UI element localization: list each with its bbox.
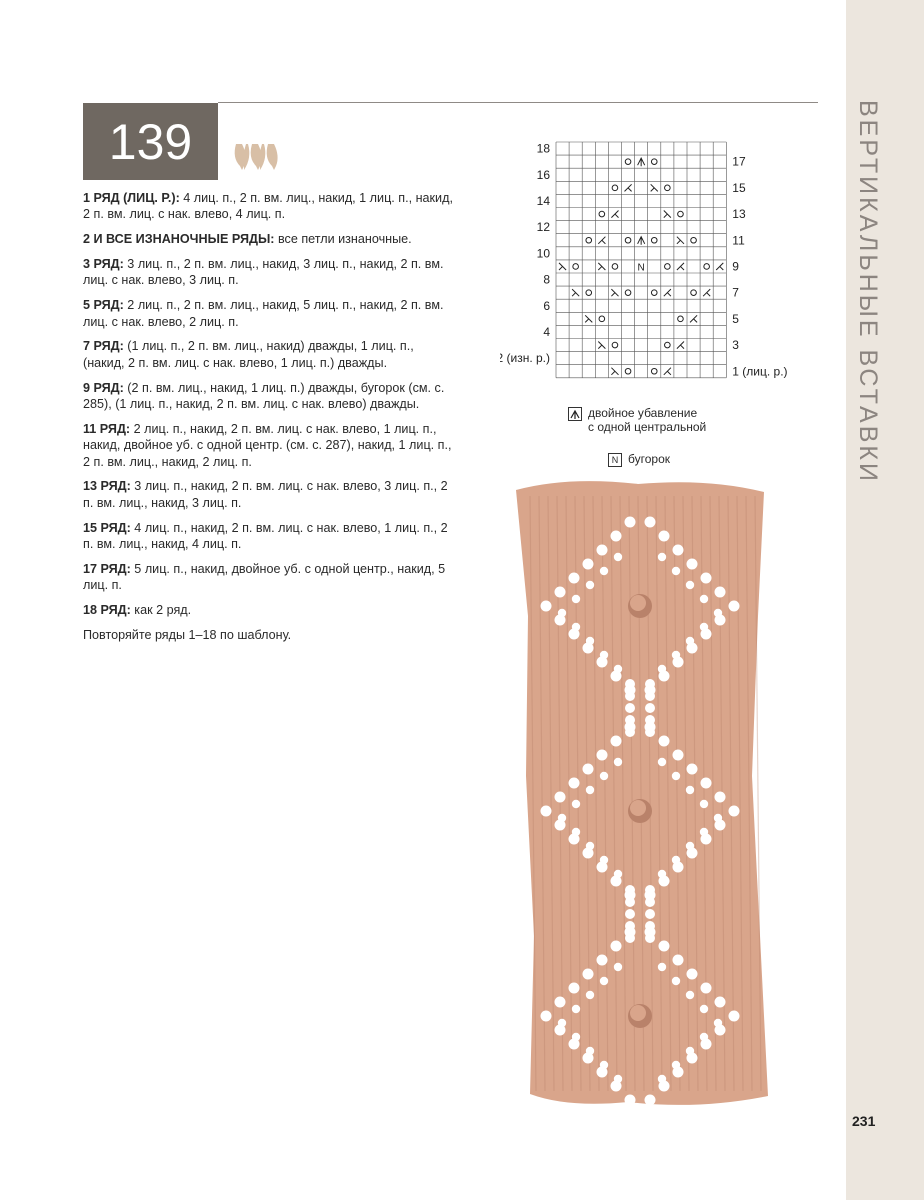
row-number-left: 4: [543, 324, 550, 339]
instruction-row: [83, 520, 453, 553]
eyelet: [715, 792, 726, 803]
row-text: 3 лиц. п., накид, 2 п. вм. лиц. с нак. влево, 3 лиц. п., 2 п. вм. лиц., накид, 3 лиц. п.: [83, 479, 448, 510]
bobble-highlight: [630, 595, 646, 611]
eyelet: [686, 786, 694, 794]
eyelet: [555, 1025, 566, 1036]
k2tog-symbol: [677, 342, 684, 349]
double-decrease-icon: [568, 407, 582, 421]
eyelet: [687, 1053, 698, 1064]
eyelet: [645, 691, 655, 701]
eyelet: [625, 897, 635, 907]
eyelet: [541, 601, 552, 612]
eyelet: [625, 885, 635, 895]
eyelet: [687, 848, 698, 859]
eyelet: [569, 778, 580, 789]
eyelet: [625, 715, 635, 725]
eyelet: [645, 715, 655, 725]
yarn-over-symbol: [599, 316, 605, 322]
bobble-highlight: [630, 800, 646, 816]
k2tog-symbol: [677, 263, 684, 270]
eyelet: [700, 800, 708, 808]
row-number-left: 8: [543, 272, 550, 287]
eyelet: [658, 553, 666, 561]
stitch-chart: [500, 140, 800, 385]
eyelet: [611, 671, 622, 682]
instruction-row: [83, 380, 453, 413]
eyelet: [645, 679, 655, 689]
eyelet: [597, 1067, 608, 1078]
yarn-over-symbol: [599, 211, 605, 217]
legend-double-decrease: [568, 406, 706, 434]
row-text: 5 лиц. п., накид, двойное уб. с одной центр., накид, 5 лиц. п.: [83, 561, 446, 593]
yarn-over-symbol: [586, 237, 592, 243]
eyelet: [625, 933, 635, 943]
bobble-symbol: N: [608, 453, 622, 467]
eyelet: [659, 671, 670, 682]
eyelet: [555, 615, 566, 626]
yarn-over-symbol: [573, 264, 579, 270]
k2tog-symbol: [716, 263, 723, 270]
eyelet: [686, 991, 694, 999]
row-label: 15 РЯД:: [83, 520, 131, 535]
eyelet: [701, 1039, 712, 1050]
eyelet: [673, 1067, 684, 1078]
k2tog-symbol: [598, 237, 605, 244]
eyelet: [715, 615, 726, 626]
eyelet: [611, 941, 622, 952]
eyelet: [600, 977, 608, 985]
row-number-left: 12: [536, 220, 550, 235]
eyelet: [672, 772, 680, 780]
eyelet: [614, 758, 622, 766]
row-number-left: 10: [536, 246, 550, 261]
eyelet: [729, 601, 740, 612]
k2tog-symbol: [664, 368, 671, 375]
eyelet: [673, 545, 684, 556]
row-number-right: 9: [732, 259, 739, 274]
row-label: 5 РЯД:: [83, 298, 124, 313]
bobble-symbol: N: [637, 262, 645, 274]
eyelet: [625, 1095, 636, 1106]
eyelet: [625, 727, 635, 737]
eyelet: [625, 703, 635, 713]
instruction-row: [83, 478, 453, 511]
eyelet: [586, 581, 594, 589]
instruction-row: [83, 231, 453, 247]
row-label: 18 РЯД:: [83, 603, 131, 618]
row-label: 3 РЯД:: [83, 257, 124, 271]
row-text: Повторяйте ряды 1–18 по шаблону.: [83, 627, 292, 642]
eyelet: [541, 806, 552, 817]
eyelet: [729, 806, 740, 817]
eyelet: [645, 897, 655, 907]
row-number-left: 18: [536, 141, 550, 156]
eyelet: [659, 736, 670, 747]
ssk-symbol: [598, 342, 605, 349]
eyelet: [645, 703, 655, 713]
row-number-right: 7: [732, 285, 739, 300]
row-number-right: 13: [732, 207, 746, 222]
eyelet: [701, 629, 712, 640]
yarn-over-symbol: [612, 185, 618, 191]
yarn-over-symbol: [704, 264, 710, 270]
eyelet: [658, 758, 666, 766]
eyelet: [701, 983, 712, 994]
pattern-number: 139: [83, 103, 218, 180]
yarn-over-symbol: [691, 237, 697, 243]
eyelet: [569, 983, 580, 994]
row-number-right: 3: [732, 338, 739, 353]
yarn-over-symbol: [665, 185, 671, 191]
page-number: 231: [852, 1113, 876, 1129]
difficulty-icon: [232, 140, 282, 176]
yarn-over-symbol: [651, 237, 657, 243]
eyelet: [586, 991, 594, 999]
eyelet: [673, 955, 684, 966]
eyelet: [700, 1005, 708, 1013]
row-number-right: 1 (лиц. р.): [732, 364, 788, 379]
eyelet: [672, 567, 680, 575]
yarn-over-symbol: [651, 159, 657, 165]
eyelet: [687, 969, 698, 980]
row-label: 9 РЯД:: [83, 380, 124, 395]
ssk-symbol: [585, 315, 592, 322]
instruction-row: [83, 297, 453, 330]
row-label: 17 РЯД:: [83, 561, 131, 576]
k2tog-symbol: [664, 289, 671, 296]
instruction-row: [83, 256, 453, 289]
eyelet: [625, 909, 635, 919]
ssk-symbol: [572, 289, 579, 296]
eyelet: [645, 885, 655, 895]
row-text: 2 лиц. п., 2 п. вм. лиц., накид, 5 лиц. п., накид, 2 п. вм. лиц. с нак. влево, 2 лиц. п.: [83, 298, 444, 329]
instructions: [83, 190, 453, 652]
eyelet: [614, 963, 622, 971]
yarn-over-symbol: [625, 237, 631, 243]
eyelet: [555, 792, 566, 803]
yarn-over-symbol: [678, 316, 684, 322]
eyelet: [583, 848, 594, 859]
row-label: 2 И ВСЕ ИЗНАНОЧНЫЕ РЯДЫ:: [83, 232, 275, 247]
eyelet: [611, 736, 622, 747]
eyelet: [686, 581, 694, 589]
row-number-left: 14: [536, 193, 550, 208]
row-text: (2 п. вм. лиц., накид, 1 лиц. п.) дважды, бугорок (см. с. 285), (1 лиц. п., накид, 2 п. вм. лиц. с нак. влево) дважды.: [83, 380, 445, 412]
eyelet: [597, 955, 608, 966]
row-text: как 2 ряд.: [130, 603, 192, 618]
row-number-left: 16: [536, 167, 550, 182]
eyelet: [729, 1011, 740, 1022]
eyelet: [597, 545, 608, 556]
eyelet: [701, 834, 712, 845]
eyelet: [600, 772, 608, 780]
yarn-over-symbol: [625, 290, 631, 296]
eyelet: [583, 969, 594, 980]
row-label: 11 РЯД:: [83, 421, 131, 436]
eyelet: [659, 531, 670, 542]
ssk-symbol: [611, 368, 618, 375]
eyelet: [659, 941, 670, 952]
row-text: 4 лиц. п., 2 п. вм. лиц., накид, 1 лиц. п., накид, 2 п. вм. лиц. с нак. влево, 4 лиц. п.: [83, 191, 453, 222]
instruction-row: [83, 561, 453, 594]
eyelet: [583, 643, 594, 654]
knitted-swatch-photo: [508, 476, 772, 1112]
eyelet: [583, 1053, 594, 1064]
eyelet: [687, 559, 698, 570]
row-number-right: 17: [732, 154, 746, 169]
eyelet: [673, 862, 684, 873]
k2tog-symbol: [703, 289, 710, 296]
yarn-over-symbol: [612, 342, 618, 348]
yarn-over-symbol: [586, 290, 592, 296]
row-text: все петли изнаночные.: [274, 232, 412, 247]
eyelet: [645, 517, 656, 528]
eyelet: [687, 643, 698, 654]
yarn-over-symbol: [651, 290, 657, 296]
eyelet: [700, 595, 708, 603]
k2tog-symbol: [690, 315, 697, 322]
eyelet: [541, 1011, 552, 1022]
row-number-right: 15: [732, 180, 746, 195]
row-number-right: 11: [732, 233, 745, 248]
eyelet: [583, 559, 594, 570]
eyelet: [586, 786, 594, 794]
eyelet: [645, 933, 655, 943]
k2tog-symbol: [611, 211, 618, 218]
row-text: (1 лиц. п., 2 п. вм. лиц., накид) дважды, 1 лиц. п., (накид, 2 п. вм. лиц. с нак. влево, 1 лиц. п.) дважды.: [83, 339, 414, 370]
instruction-row: [83, 602, 453, 618]
row-text: 2 лиц. п., накид, 2 п. вм. лиц. с нак. влево, 1 лиц. п., накид, двойное уб. с одной центр. (см. с. 287), накид, 1 лиц. п., 2 п. вм. лиц., накид, 2 лиц. п.: [83, 421, 452, 469]
eyelet: [715, 820, 726, 831]
ssk-symbol: [559, 263, 566, 270]
eyelet: [555, 587, 566, 598]
instruction-row: [83, 190, 453, 223]
eyelet: [600, 567, 608, 575]
row-number-left: 6: [543, 298, 550, 313]
eyelet: [555, 997, 566, 1008]
eyelet: [569, 629, 580, 640]
row-text: 3 лиц. п., 2 п. вм. лиц., накид, 3 лиц. п., накид, 2 п. вм. лиц. с нак. влево, 3 лиц. п.: [83, 257, 444, 288]
eyelet: [673, 657, 684, 668]
eyelet: [645, 1095, 656, 1106]
ssk-symbol: [677, 237, 684, 244]
eyelet: [611, 531, 622, 542]
instruction-row: [83, 421, 453, 470]
eyelet: [625, 517, 636, 528]
eyelet: [597, 862, 608, 873]
bobble-highlight: [630, 1005, 646, 1021]
double-decrease-symbol: [638, 158, 645, 166]
eyelet: [673, 750, 684, 761]
yarn-over-symbol: [678, 211, 684, 217]
row-label: 13 РЯД:: [83, 479, 131, 494]
eyelet: [645, 909, 655, 919]
k2tog-symbol: [625, 184, 632, 191]
eyelet: [625, 691, 635, 701]
row-text: 4 лиц. п., накид, 2 п. вм. лиц. с нак. влево, 1 лиц. п., 2 п. вм. лиц., накид, 4 лиц. п.: [83, 520, 448, 552]
eyelet: [659, 876, 670, 887]
yarn-over-symbol: [665, 342, 671, 348]
eyelet: [611, 876, 622, 887]
eyelet: [715, 587, 726, 598]
eyelet: [614, 553, 622, 561]
eyelet: [687, 764, 698, 775]
header-rule: [218, 102, 818, 103]
yarn-over-symbol: [665, 264, 671, 270]
ssk-symbol: [664, 211, 671, 218]
legend-bobble-label: бугорок: [628, 452, 670, 466]
eyelet: [658, 963, 666, 971]
eyelet: [611, 1081, 622, 1092]
chart-grid: [500, 140, 800, 385]
eyelet: [672, 977, 680, 985]
eyelet: [597, 750, 608, 761]
eyelet: [645, 921, 655, 931]
eyelet: [715, 997, 726, 1008]
instruction-row: [83, 627, 453, 643]
eyelet: [569, 834, 580, 845]
row-number-left: 2 (изн. р.): [500, 351, 550, 366]
eyelet: [569, 1039, 580, 1050]
legend-bobble: [608, 452, 670, 467]
eyelet: [645, 727, 655, 737]
eyelet: [715, 1025, 726, 1036]
yarn-over-symbol: [625, 368, 631, 374]
double-decrease-symbol: [638, 237, 645, 245]
section-title: ВЕРТИКАЛЬНЫЕ ВСТАВКИ: [854, 100, 882, 484]
eyelet: [625, 679, 635, 689]
ssk-symbol: [598, 263, 605, 270]
eyelet: [583, 764, 594, 775]
yarn-over-symbol: [612, 264, 618, 270]
eyelet: [572, 1005, 580, 1013]
row-label: 1 РЯД (ЛИЦ. Р.):: [83, 191, 180, 205]
eyelet: [701, 573, 712, 584]
yarn-over-symbol: [651, 368, 657, 374]
row-label: 7 РЯД:: [83, 339, 124, 354]
yarn-over-symbol: [625, 159, 631, 165]
eyelet: [659, 1081, 670, 1092]
eyelet: [569, 573, 580, 584]
instruction-row: [83, 338, 453, 371]
ssk-symbol: [651, 184, 658, 191]
ssk-symbol: [611, 289, 618, 296]
eyelet: [555, 820, 566, 831]
yarn-over-symbol: [691, 290, 697, 296]
eyelet: [625, 921, 635, 931]
eyelet: [597, 657, 608, 668]
eyelet: [572, 800, 580, 808]
legend-double-decrease-label: двойное убавление с одной центральной: [588, 406, 707, 434]
row-number-right: 5: [732, 311, 739, 326]
eyelet: [701, 778, 712, 789]
eyelet: [572, 595, 580, 603]
